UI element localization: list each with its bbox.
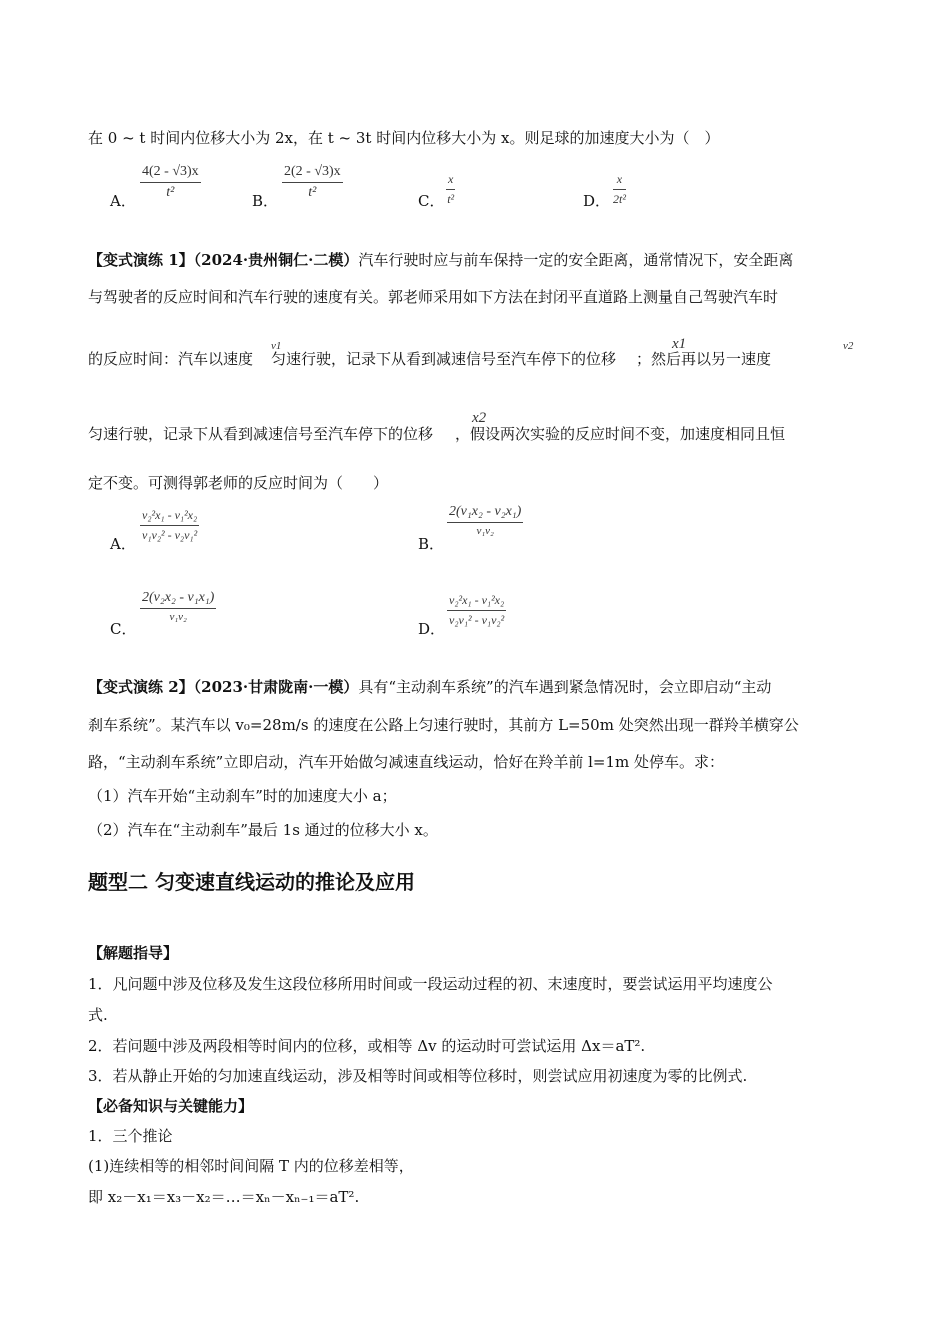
ex1-option-a-numerator: v₂²x₁ - v₁²x₂ (140, 508, 199, 526)
ex1-option-c-label: C． (110, 620, 137, 638)
guide-title: 【解题指导】 (88, 944, 179, 962)
exercise-1-line-2: 与驾驶者的反应时间和汽车行驶的速度有关。郭老师采用如下方法在封闭平直道路上测量自己驾驶汽车时 (88, 288, 779, 306)
ex1-option-d-label: D． (418, 620, 446, 638)
ex1-option-b-formula (447, 504, 523, 537)
exercise-1-text-3c: ；然后再以另一速度 (636, 350, 772, 368)
option-d-formula (613, 172, 626, 207)
guide-item-2: 2．若问题中涉及两段相等时间内的位移，或相等 Δv 的运动时可尝试运用 Δx＝aT². (88, 1037, 646, 1055)
ex1-option-c-denominator: v₁v₂ (169, 611, 187, 623)
knowledge-title: 【必备知识与关键能力】 (88, 1097, 254, 1115)
knowledge-item-2: (1)连续相等的相邻时间间隔 T 内的位移差相等， (88, 1157, 414, 1175)
exercise-2-line-2: 刹车系统”。某汽车以 v₀=28m/s 的速度在公路上匀速行驶时，其前方 L=50m 处突然出现一群羚羊横穿公 (88, 716, 799, 734)
ex1-option-a-label: A． (110, 535, 136, 553)
exercise-2-line-3: 路，“主动刹车系统”立即启动，汽车开始做匀减速直线运动，恰好在羚羊前 l=1m 处停车。求： (88, 753, 725, 771)
option-b-label: B． (252, 192, 279, 210)
ex1-option-d-formula (447, 593, 506, 628)
option-c-denominator: t² (447, 192, 455, 206)
option-d-label: D． (583, 192, 611, 210)
option-d-denominator: 2t² (613, 192, 626, 206)
exercise-1-text-3a: 的反应时间：汽车以速度 (88, 350, 254, 368)
question-stem: 在 0 ~ t 时间内位移大小为 2x，在 t ~ 3t 时间内位移大小为 x。则足球的加速度大小为（ ） (88, 129, 720, 147)
exercise-2-text-1: 具有“主动刹车系统”的汽车遇到紧急情况时，会立即启动“主动 (358, 678, 772, 696)
symbol-v1: v1 (271, 340, 282, 352)
option-d-numerator: x (613, 172, 626, 190)
exercise-1-source: （2024·贵州铜仁·二模） (193, 251, 359, 269)
exercise-1-text-4a: 匀速行驶，记录下从看到减速信号至汽车停下的位移 (88, 425, 434, 443)
symbol-x2: x2 (472, 410, 487, 426)
option-a-label: A． (110, 192, 136, 210)
ex1-option-a-formula (140, 508, 199, 543)
exercise-1-line-3 (88, 349, 771, 370)
guide-item-1: 1．凡问题中涉及位移及发生这段位移所用时间或一段运动过程的初、末速度时，要尝试运用平均速度公 (88, 975, 773, 993)
option-a-numerator: 4(2 - √3)x (140, 164, 201, 183)
symbol-x1: x1 (672, 336, 687, 352)
exercise-2-tag: 【变式演练 2】 (88, 678, 194, 696)
exercise-1-line-1 (88, 250, 793, 271)
exercise-1-text-1: 汽车行驶时应与前车保持一定的安全距离，通常情况下，安全距离 (358, 251, 794, 269)
symbol-v2: v2 (843, 340, 854, 352)
option-a-formula (140, 164, 201, 201)
ex1-option-b-label: B． (418, 535, 445, 553)
option-b-denominator: t² (308, 185, 317, 200)
exercise-1-tag: 【变式演练 1】 (88, 251, 194, 269)
exercise-1-text-3b: 匀速行驶，记录下从看到减速信号至汽车停下的位移 (271, 350, 617, 368)
exercise-1-text-4b: ，假设两次实验的反应时间不变，加速度相同且恒 (455, 425, 786, 443)
exercise-1-line-4 (88, 424, 785, 445)
ex1-option-d-denominator: v₂v₁² - v₁v₂² (449, 613, 505, 627)
ex1-option-c-formula (140, 590, 216, 623)
exercise-1-line-5: 定不变。可测得郭老师的反应时间为（ ） (88, 474, 389, 492)
ex1-option-a-denominator: v₁v₂² - v₂v₁² (142, 528, 198, 542)
option-b-formula (282, 164, 343, 201)
ex1-option-b-numerator: 2(v₁x₂ - v₂x₁) (447, 504, 523, 523)
exercise-2-line-1 (88, 677, 771, 698)
option-c-formula (446, 172, 455, 207)
ex1-option-d-numerator: v₂²x₁ - v₁²x₂ (447, 593, 506, 611)
exercise-2-source: （2023·甘肃陇南·一模） (193, 678, 359, 696)
knowledge-formula: 即 x₂－x₁＝x₃－x₂＝…＝xₙ－xₙ₋₁＝aT². (88, 1188, 360, 1206)
option-c-label: C． (418, 192, 445, 210)
ex1-option-b-denominator: v₁v₂ (476, 525, 494, 537)
knowledge-item-1: 1．三个推论 (88, 1127, 173, 1145)
ex1-option-c-numerator: 2(v₂x₂ - v₁x₁) (140, 590, 216, 609)
section-title: 题型二 匀变速直线运动的推论及应用 (88, 870, 415, 894)
exercise-2-question-1: （1）汽车开始“主动刹车”时的加速度大小 a； (88, 787, 397, 805)
option-c-numerator: x (446, 172, 455, 190)
guide-item-1-continued: 式. (88, 1006, 108, 1024)
option-b-numerator: 2(2 - √3)x (282, 164, 343, 183)
exercise-2-question-2: （2）汽车在“主动刹车”最后 1s 通过的位移大小 x。 (88, 821, 438, 839)
guide-item-3: 3．若从静止开始的匀加速直线运动，涉及相等时间或相等位移时，则尝试应用初速度为零的比例式. (88, 1067, 748, 1085)
option-a-denominator: t² (166, 185, 175, 200)
